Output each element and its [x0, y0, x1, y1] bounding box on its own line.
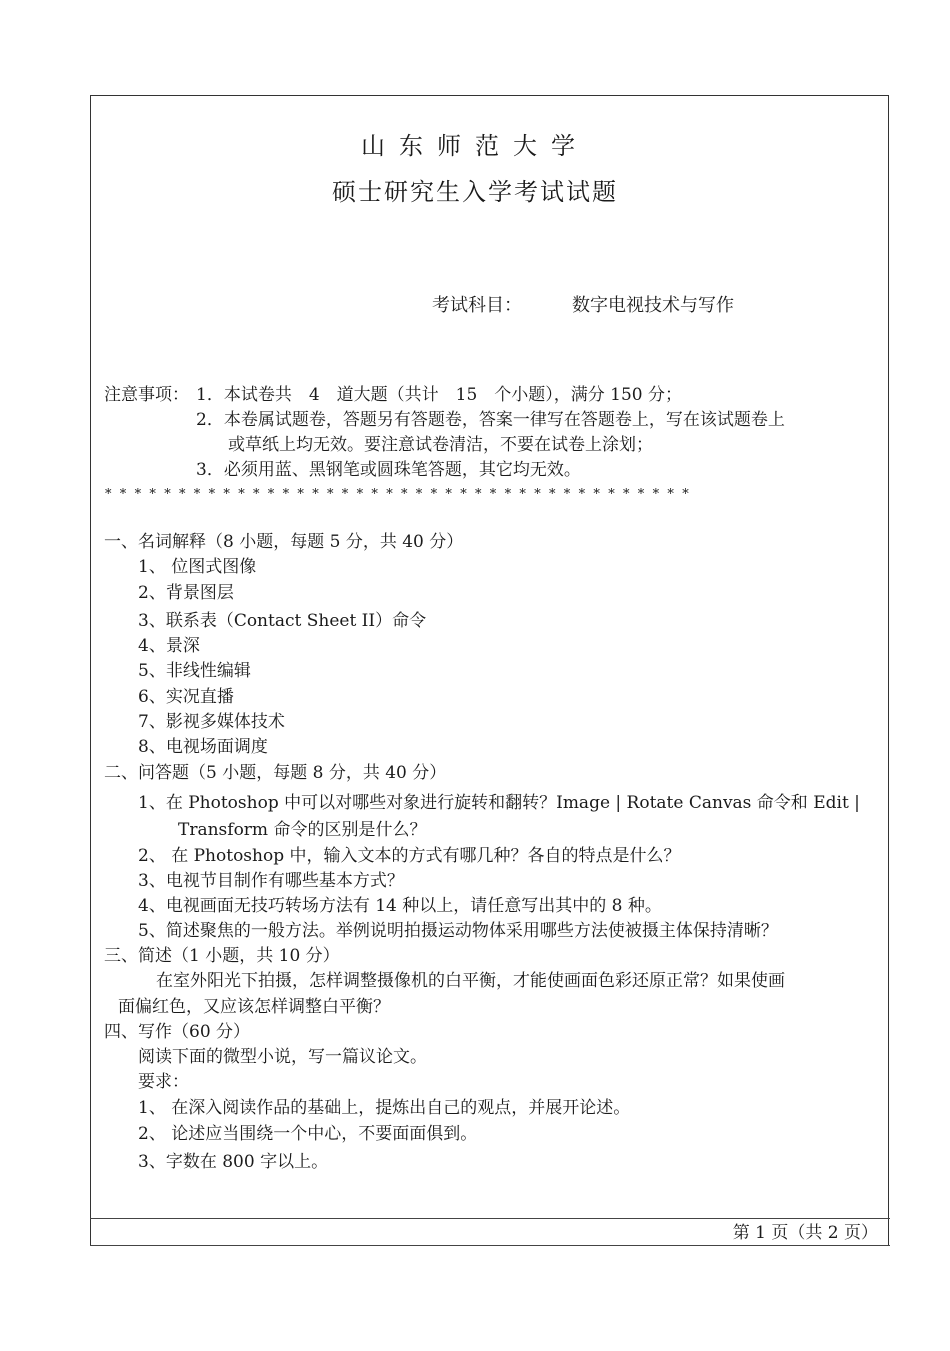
section-3-text-line: 面偏红色，又应该怎样调整白平衡？ [118, 997, 390, 1017]
list-item: 3、联系表（Contact Sheet II）命令 [138, 611, 427, 631]
notice-line-3: 或草纸上均无效。要注意试卷清洁，不要在试卷上涂划； [228, 435, 653, 455]
section-4-heading: 四、写作（60 分） [104, 1022, 251, 1042]
section-4-intro: 阅读下面的微型小说，写一篇议论文。 [138, 1047, 427, 1067]
list-item: 4、景深 [138, 636, 200, 656]
list-item: 1、 位图式图像 [138, 557, 257, 577]
notice-label: 注意事项： [104, 385, 189, 405]
star-divider: **************************************** [105, 487, 697, 502]
notice-line-1: 1．本试卷共 4 道大题（共计 15 个小题），满分 150 分； [196, 385, 683, 405]
page-number: 第 1 页（共 2 页） [732, 1223, 878, 1243]
list-item: 6、实况直播 [138, 687, 234, 707]
list-item: 2、 论述应当围绕一个中心，不要面面俱到。 [138, 1124, 478, 1144]
section-1-heading: 一、名词解释（8 小题，每题 5 分，共 40 分） [104, 532, 464, 552]
list-item: 4、电视画面无技巧转场方法有 14 种以上，请任意写出其中的 8 种。 [138, 896, 662, 916]
list-item: 3、电视节目制作有哪些基本方式？ [138, 871, 404, 891]
list-item: 3、字数在 800 字以上。 [138, 1152, 329, 1172]
list-item: 7、影视多媒体技术 [138, 712, 285, 732]
section-3-heading: 三、简述（1 小题，共 10 分） [104, 946, 340, 966]
footer-rule-bottom [90, 1245, 890, 1246]
university-title: 山东师范大学 [361, 132, 589, 160]
list-item: 8、电视场面调度 [138, 737, 268, 757]
notice-line-2: 2．本卷属试题卷，答题另有答题卷，答案一律写在答题卷上，写在该试题卷上 [196, 410, 785, 430]
list-item: 1、 在深入阅读作品的基础上，提炼出自己的观点，并展开论述。 [138, 1098, 631, 1118]
list-item: 5、非线性编辑 [138, 661, 251, 681]
list-item: 2、 在 Photoshop 中，输入文本的方式有哪几种？各自的特点是什么？ [138, 846, 681, 866]
list-item: 1、在 Photoshop 中可以对哪些对象进行旋转和翻转？Image | Rotate Canvas 命令和 Edit | [138, 793, 860, 813]
list-item-continuation: Transform 命令的区别是什么？ [178, 820, 427, 840]
list-item: 2、背景图层 [138, 583, 234, 603]
subject-label: 考试科目： [432, 295, 522, 316]
exam-title: 硕士研究生入学考试试题 [332, 178, 618, 206]
section-3-text-line: 在室外阳光下拍摄，怎样调整摄像机的白平衡，才能使画面色彩还原正常？如果使画 [156, 971, 785, 991]
requirements-label: 要求： [138, 1072, 189, 1092]
list-item: 5、简述聚焦的一般方法。举例说明拍摄运动物体采用哪些方法使被摄主体保持清晰？ [138, 921, 778, 941]
subject-value: 数字电视技术与写作 [572, 295, 734, 316]
section-2-heading: 二、问答题（5 小题，每题 8 分，共 40 分） [104, 763, 447, 783]
notice-line-4: 3．必须用蓝、黑钢笔或圆珠笔答题，其它均无效。 [196, 460, 581, 480]
footer-rule-top [90, 1218, 890, 1219]
